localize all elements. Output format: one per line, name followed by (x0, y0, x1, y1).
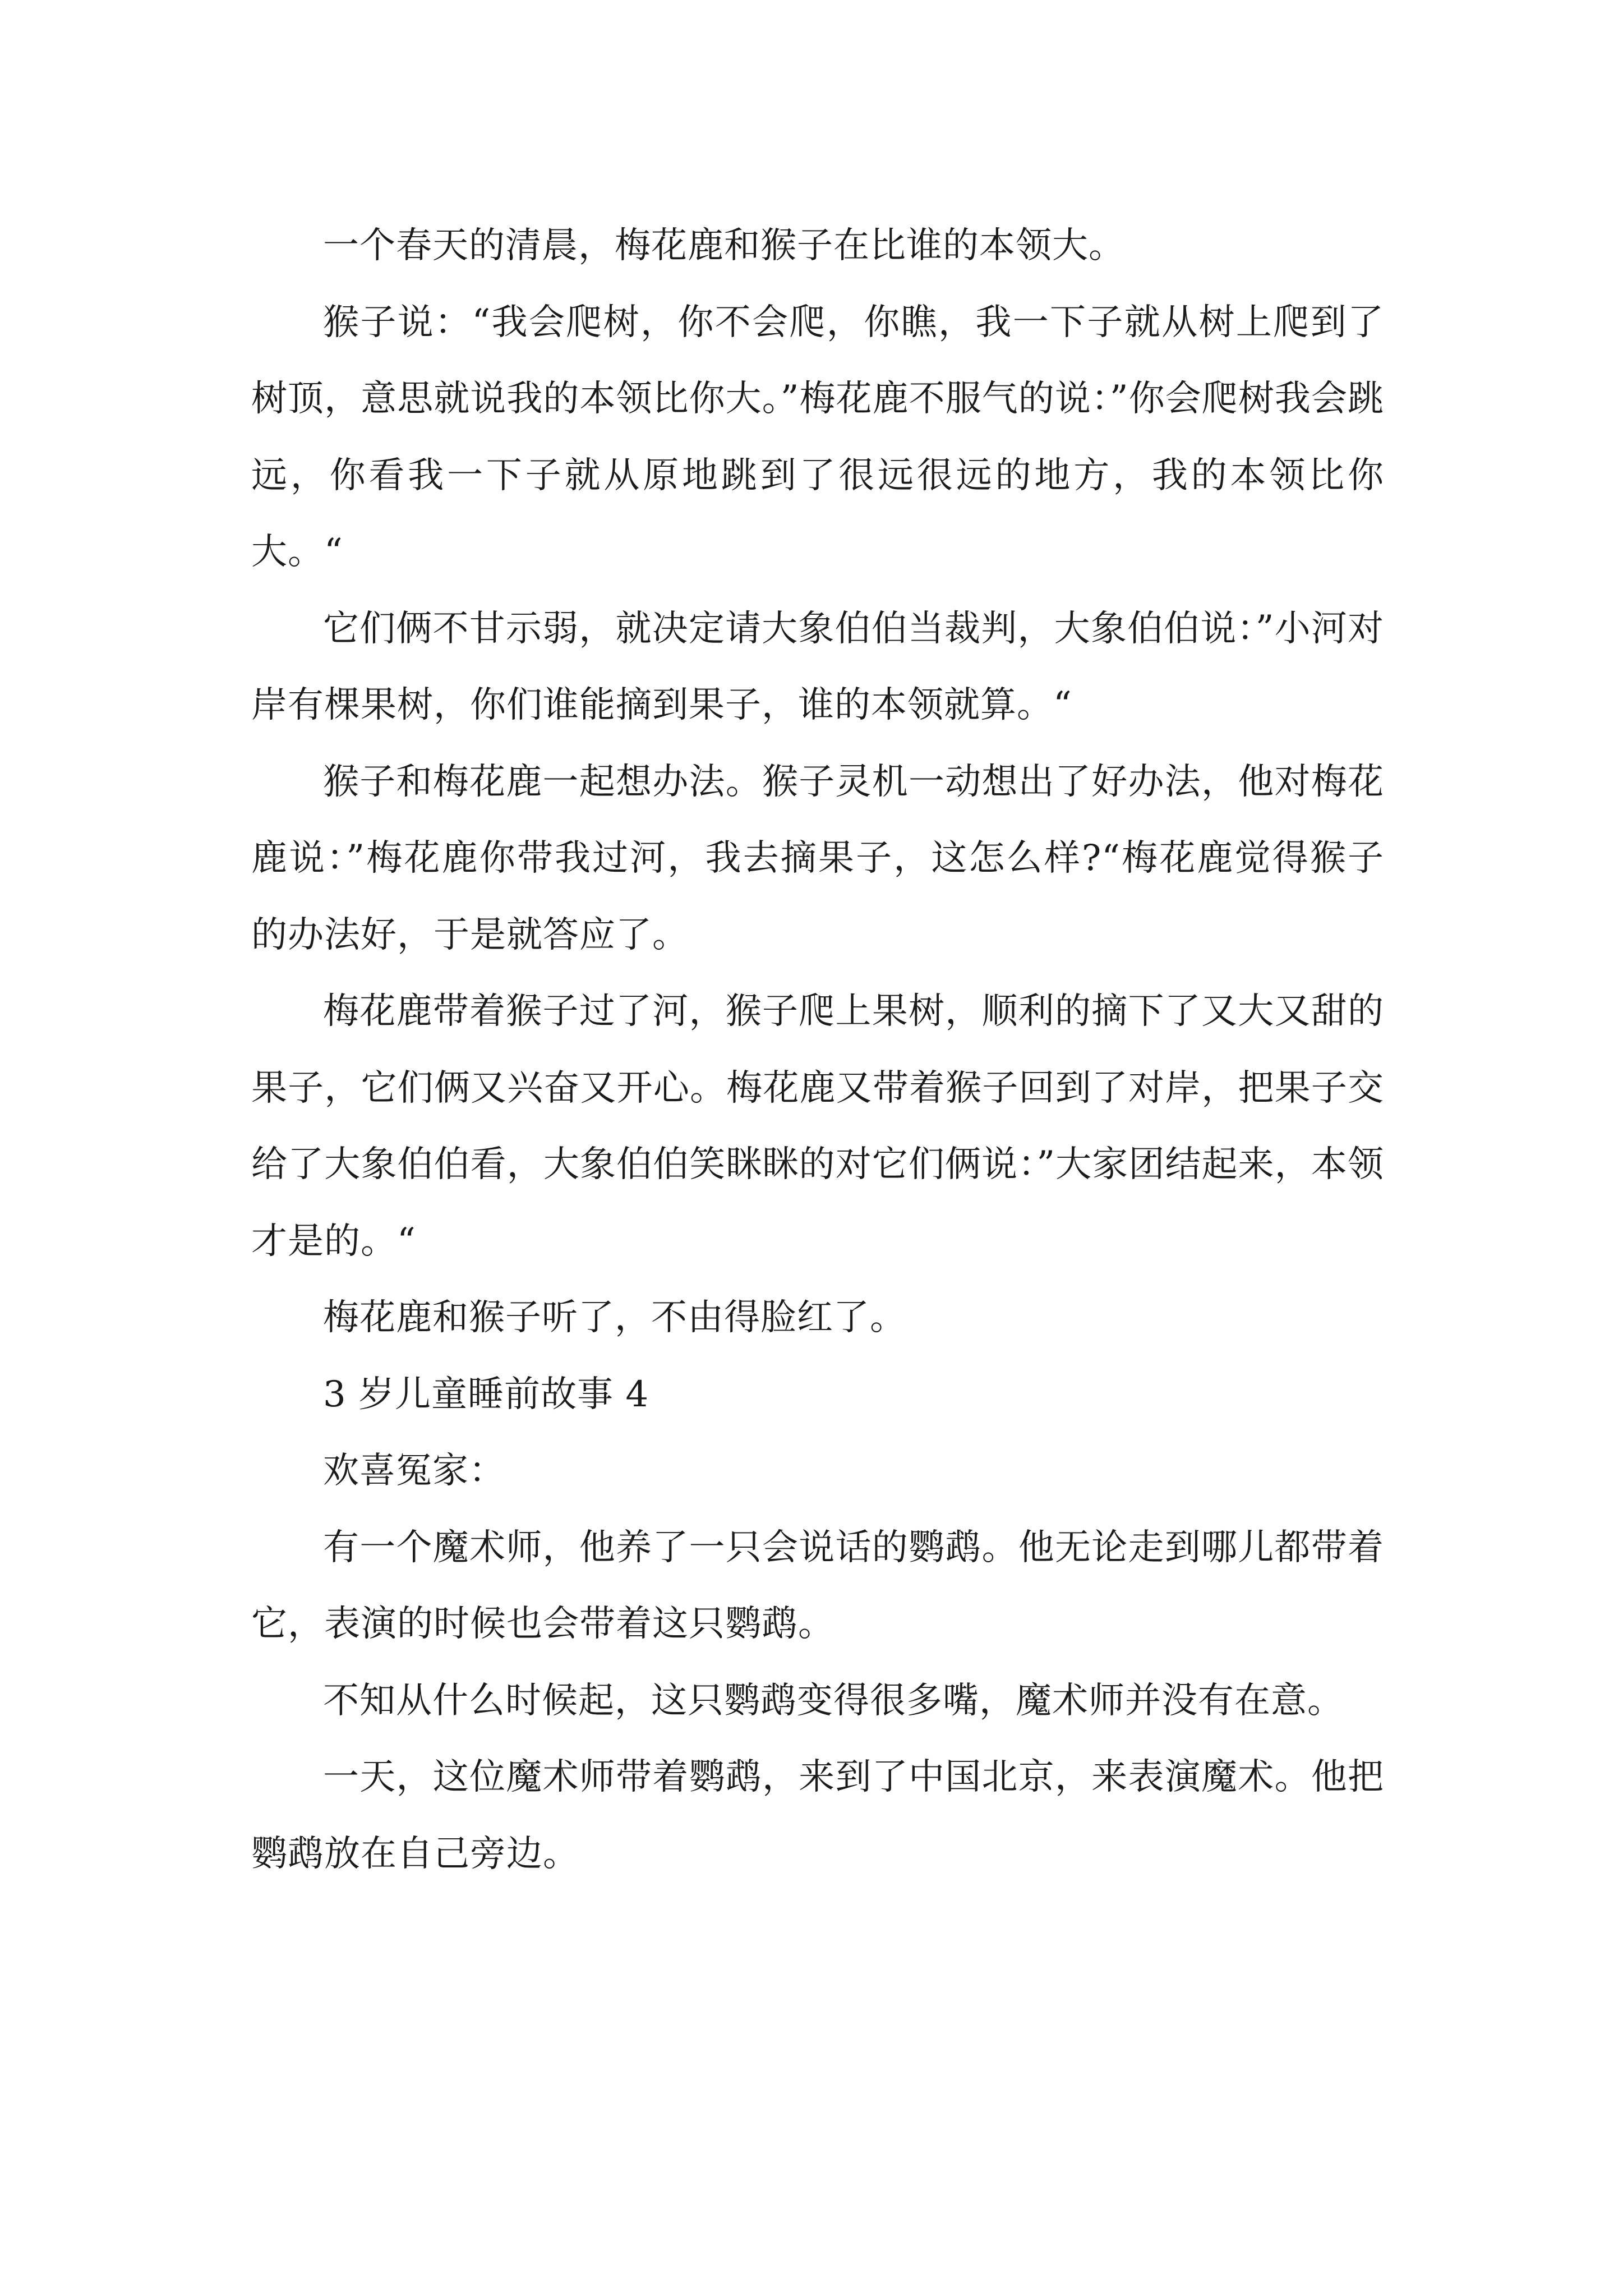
paragraph-6: 梅花鹿和猴子听了，不由得脸红了。 (323, 1297, 906, 1338)
paragraph-3: 它们俩不甘示弱，就决定请大象伯伯当裁判，大象伯伯说：”小河对岸有棵果树，你们谁能摘到果子，谁的本领就算。“ (251, 608, 1384, 726)
paragraph-4: 猴子和梅花鹿一起想办法。猴子灵机一动想出了好办法，他对梅花鹿说：”梅花鹿你带我过河，我去摘果子，这怎么样?“梅花鹿觉得猴子的办法好，于是就答应了。 (251, 761, 1384, 956)
document-page (251, 208, 1384, 1892)
paragraph-10: 不知从什么时候起，这只鹦鹉变得很多嘴，魔术师并没有在意。 (323, 1680, 1344, 1722)
paragraph-1: 一个春天的清晨，梅花鹿和猴子在比谁的本领大。 (323, 225, 1125, 266)
section-heading: 3 岁儿童睡前故事 4 (323, 1373, 649, 1415)
paragraph-11: 一天，这位魔术师带着鹦鹉，来到了中国北京，来表演魔术。他把鹦鹉放在自己旁边。 (251, 1756, 1384, 1875)
paragraph-9: 有一个魔术师，他养了一只会说话的鹦鹉。他无论走到哪儿都带着它，表演的时候也会带着这只鹦鹉。 (251, 1526, 1384, 1645)
story-title: 欢喜冤家： (323, 1450, 505, 1492)
paragraph-2: 猴子说：“我会爬树，你不会爬，你瞧，我一下子就从树上爬到了树顶，意思就说我的本领比你大。”梅花鹿不服气的说：”你会爬树我会跳远，你看我一下子就从原地跳到了很远很远的地方，我的本领比你大。“ (251, 301, 1384, 573)
paragraph-5: 梅花鹿带着猴子过了河，猴子爬上果树，顺利的摘下了又大又甜的果子，它们俩又兴奋又开心。梅花鹿又带着猴子回到了对岸，把果子交给了大象伯伯看，大象伯伯笑眯眯的对它们俩说：”大家团结起来，本领才是的。“ (251, 991, 1384, 1262)
